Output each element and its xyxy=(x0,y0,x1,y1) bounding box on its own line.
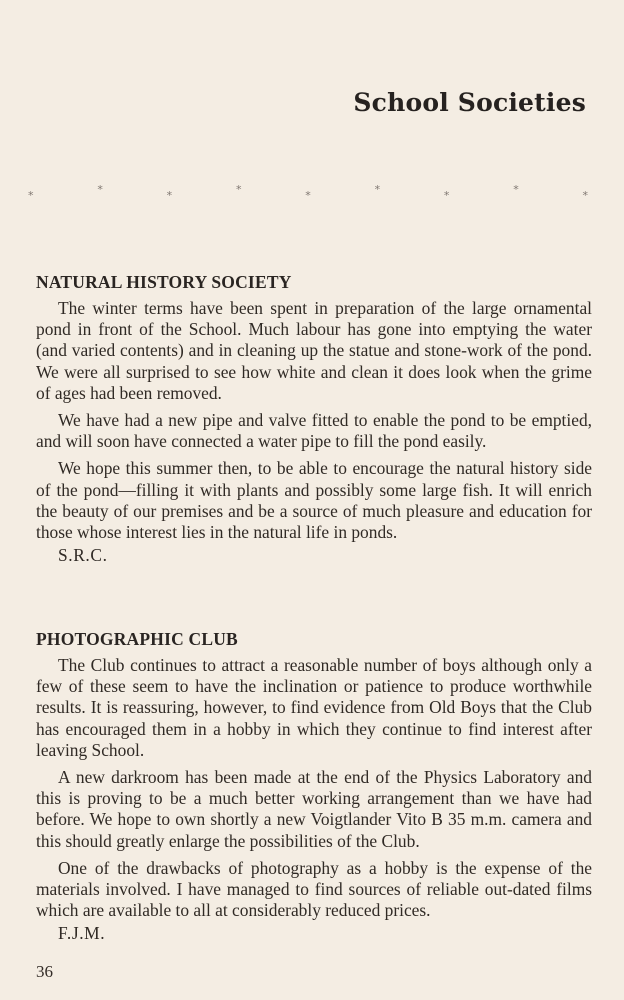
paragraph: A new darkroom has been made at the end of the Physics Laboratory and this is proving to be a much better working arrangement than we have had before. We hope to own shortly a new Voigtlander Vito B 35 m.m. camera and this should greatly enlarge the possibilities of the Club. xyxy=(36,767,592,851)
author-signature: S.R.C. xyxy=(58,545,108,566)
paragraph: The Club continues to attract a reasonable number of boys although only a few of these seem to have the inclination or patience to produce worthwhile results. It is reassuring, however, to find evidence from Old Boys that the Club has encouraged them in a hobby in which they continue to find interest after leaving School. xyxy=(36,655,592,760)
asterisk-ornament-icon: * xyxy=(582,189,588,202)
section-heading: PHOTOGRAPHIC CLUB xyxy=(36,629,238,649)
section-heading: NATURAL HISTORY SOCIETY xyxy=(36,272,292,292)
asterisk-ornament-icon: * xyxy=(374,183,381,196)
paragraph: One of the drawbacks of photography as a hobby is the expense of the materials involved. I have managed to find sources of reliable out-dated films which are available to all at considerably reduced prices. xyxy=(36,857,592,921)
ornament-divider xyxy=(28,183,588,202)
asterisk-ornament-icon: * xyxy=(97,183,103,196)
natural-history-society-section xyxy=(36,272,592,572)
author-signature: F.J.M. xyxy=(58,923,106,944)
asterisk-ornament-icon: * xyxy=(305,189,311,202)
paragraph: We have had a new pipe and valve fitted to enable the pond to be emptied, and will soon have connected a water pipe to fill the pond easily. xyxy=(36,410,592,452)
asterisk-ornament-icon: * xyxy=(235,183,242,196)
paragraph: The winter terms have been spent in preparation of the large ornamental pond in front of the School. Much labour has gone into emptying the water (and varied contents) and in cleaning up the statue and stone-work of the pond. We were all surprised to see how white and clean it does look when the grime of ages had been removed. xyxy=(36,298,592,403)
paragraph: We hope this summer then, to be able to encourage the natural history side of the pond—filling it with plants and possibly some large fish. It will enrich the beauty of our premises and be a source of much pleasure and education for those whose interest lies in the natural life in ponds. xyxy=(36,458,592,543)
asterisk-ornament-icon: * xyxy=(513,183,519,196)
photographic-club-section xyxy=(36,629,592,951)
asterisk-ornament-icon: * xyxy=(166,189,173,202)
page-number: 36 xyxy=(36,962,53,981)
asterisk-ornament-icon: * xyxy=(28,189,34,202)
page-title: School Societies xyxy=(353,88,586,117)
asterisk-ornament-icon: * xyxy=(443,189,450,202)
